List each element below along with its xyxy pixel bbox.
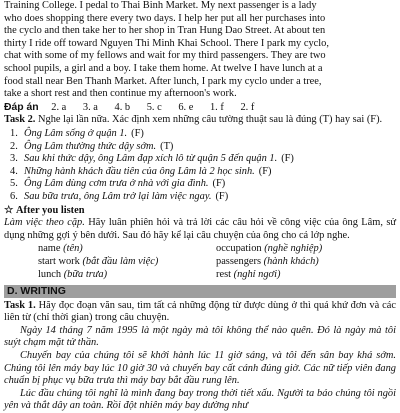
- answer-item: 4. b: [114, 101, 131, 113]
- statement-item: 1. Ông Lâm sống ở quận 1. (F): [10, 127, 144, 139]
- after-listen-title: After you listen: [16, 204, 85, 216]
- task2-text: Nghe lại lần nữa. Xác định xem những câu tường thuật sau là đúng (T) hay sai (F).: [38, 114, 383, 126]
- answer-key: [4, 102, 396, 115]
- writing-task1-instruction: Task 1. Hãy đọc đoạn văn sau, tìm tất cả những động từ được dùng ở thì quá khứ đơn và các liên từ (chỉ thời gian) trong câu chuyện.: [4, 299, 396, 324]
- reading-passage: [4, 0, 396, 101]
- star-icon: ☆: [4, 204, 14, 216]
- reading-line: who does shopping there every two days. I help her put all her purchases into: [4, 12, 326, 24]
- reading-line: the cyclo and then take her to her shop in Tran Hung Dao Street. At about ten: [4, 25, 326, 37]
- answer-item: 3. a: [82, 101, 98, 113]
- answer-item: 2. f: [240, 101, 255, 113]
- story-paragraph: Ngày 14 tháng 7 năm 1995 là một ngày mà tôi không thể nào quên. Đó là ngày mà tôi suýt chạm mặt tử thần.: [4, 324, 396, 349]
- reading-line: school pupils, a girl and a boy. I take them home. At twelve I have lunch at a: [4, 62, 323, 74]
- statement-item: 6. Sau bữa trưa, ông Lâm trở lại làm việc ngay. (F): [10, 190, 229, 202]
- after-listen-instruction: Làm việc theo cặp. Hãy luân phiên hỏi và trả lời các câu hỏi về công việc của ông Lâm, sử dụng những gợi ý bên dưới. Sau đó hãy kể lại câu chuyện của ông cho cả lớp nghe.: [4, 217, 397, 241]
- vocab-row: name (tên) occupation (nghề nghiệp): [38, 243, 323, 255]
- vocab-row: lunch (bữa trưa) rest (nghỉ ngơi): [38, 268, 281, 280]
- answer-item: 2. a: [51, 101, 67, 113]
- vocab-table: [38, 243, 322, 281]
- story-paragraph: Lúc đầu chúng tôi nghĩ là mình đang bay trong thời tiết xấu. Người ta báo chúng tôi ngồi yên và thắt dây an toàn. Rồi đột nhiên máy bay dường như: [4, 387, 396, 412]
- statement-item: 5. Ông Lâm dùng cơm trưa ở nhà với gia đình. (F): [10, 178, 226, 190]
- statement-list: [4, 128, 396, 204]
- answer-item: 5. c: [146, 101, 162, 113]
- statement-item: 3. Sau khi thức dậy, ông Lâm đạp xích lô từ quận 5 đến quận 1. (F): [10, 153, 294, 165]
- reading-line: food stall near Ben Thanh Market. After lunch, I park my cyclo under a tree,: [4, 75, 322, 87]
- after-listen-heading: [4, 205, 396, 218]
- answer-item: 1. f: [209, 101, 224, 113]
- vocab-row: start work (bắt đầu làm việc) passengers (hành khách): [38, 256, 319, 268]
- reading-line: chat with some of my fellows and wait for my third passengers. They are two: [4, 50, 326, 62]
- statement-item: 2. Ông Lâm thường thức dậy sớm. (T): [10, 140, 174, 152]
- reading-line: take a short rest and then continue my afternoon's work.: [4, 88, 237, 100]
- reading-line: Training College. I pedal to Thai Binh Market. My next passenger is a lady: [4, 0, 317, 11]
- statement-item: 4. Những hành khách đầu tiên của ông Lâm là 2 học sinh. (F): [10, 165, 272, 177]
- task2-instruction: [4, 114, 396, 127]
- reading-line: thirty I ride off toward Nguyen Thi Minh Khai School. There I park my cyclo,: [4, 37, 329, 49]
- answer-key-label: Đáp án: [4, 101, 39, 113]
- story-paragraph: Chuyến bay của chúng tôi sẽ khởi hành lúc 11 giờ sáng, và tôi đến sân bay khá sớm. Chúng tôi lên máy bay lúc 10 giờ 30 và chuyến bay cất cánh đúng giờ. Các nữ tiếp viên đang chuẩn bị phục vụ bữa trưa thì máy bay bắt đầu rung lên.: [4, 350, 396, 387]
- answer-item: 6. e: [178, 101, 194, 113]
- task2-label: Task 2.: [4, 114, 36, 126]
- writing-section-heading: D. WRITING: [4, 285, 396, 298]
